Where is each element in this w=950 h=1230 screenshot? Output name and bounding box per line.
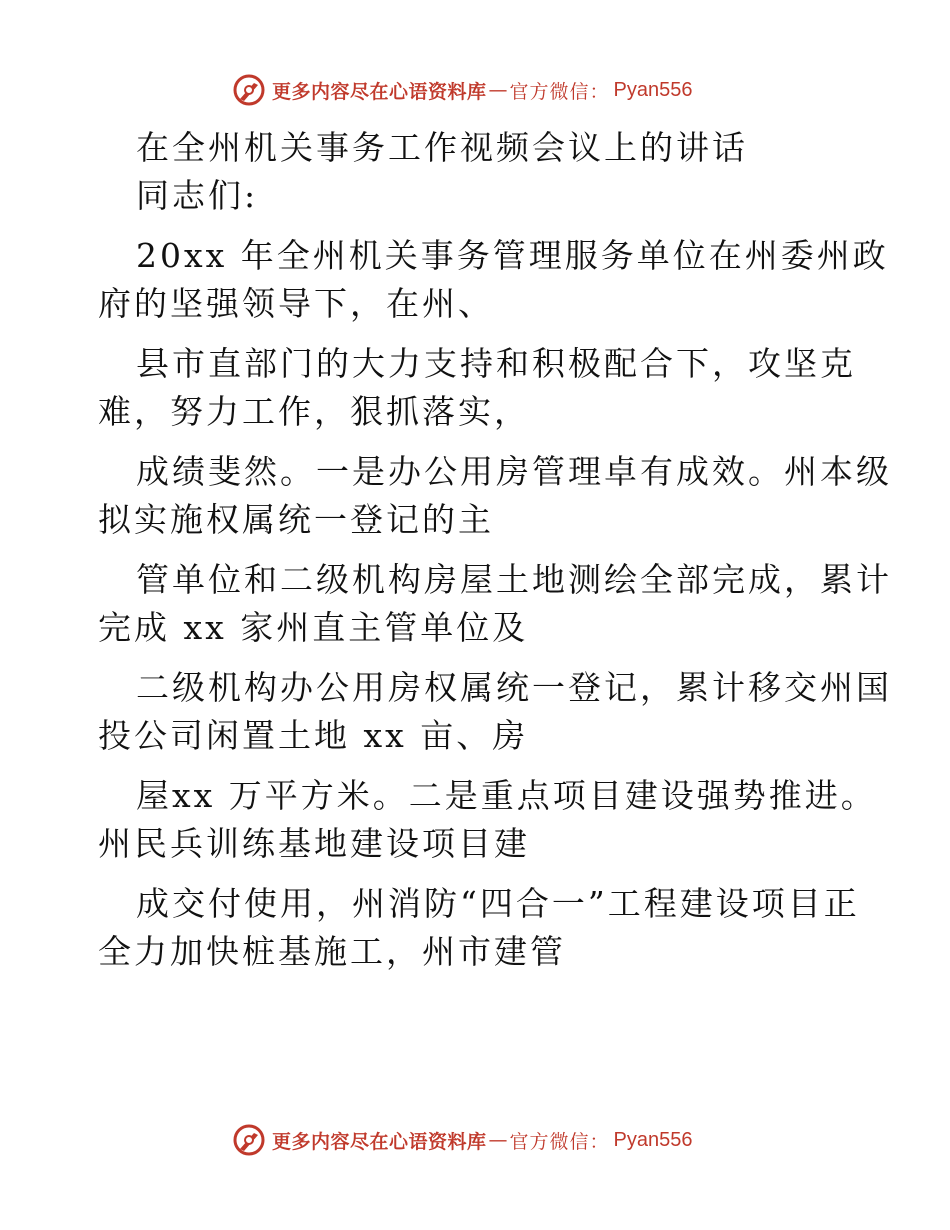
paragraph-line: 州民兵训练基地建设项目建 — [98, 824, 530, 863]
paragraph-line: 管单位和二级机构房屋土地测绘全部完成，累计 — [136, 560, 892, 599]
paragraph-line: 成绩斐然。一是办公用房管理卓有成效。州本级 — [136, 452, 892, 491]
paragraph-line: 拟实施权属统一登记的主 — [98, 500, 494, 539]
paragraph-line: 投公司闲置土地 xx 亩、房 — [98, 716, 529, 755]
watermark-text: 更多内容尽在心语资料库 — [272, 1130, 487, 1153]
paragraph-line: 府的坚强领导下，在州、 — [98, 284, 494, 323]
paragraph-line: 成交付使用，州消防“四合一”工程建设项目正 — [136, 884, 860, 923]
paragraph-line: 难，努力工作，狠抓落实， — [98, 392, 530, 431]
document-title: 在全州机关事务工作视频会议上的讲话 — [136, 128, 748, 167]
quill-logo-icon — [232, 1123, 266, 1157]
paragraph-line: 屋xx 万平方米。二是重点项目建设强势推进。 — [136, 776, 877, 815]
paragraph-line: 县市直部门的大力支持和积极配合下，攻坚克 — [136, 344, 856, 383]
watermark-header — [232, 72, 693, 108]
document-body — [98, 124, 892, 976]
watermark-official: 官方微信： — [509, 1130, 610, 1153]
watermark-wechat-id: Pyan556 — [613, 78, 693, 101]
paragraph-line: 二级机构办公用房权属统一登记，累计移交州国 — [136, 668, 892, 707]
watermark-official: 官方微信： — [509, 80, 610, 103]
paragraph-line: 完成 xx 家州直主管单位及 — [98, 608, 529, 647]
quill-logo-icon — [232, 73, 266, 107]
paragraph-line: 20xx 年全州机关事务管理服务单位在州委州政 — [136, 236, 889, 275]
paragraph-line: 全力加快桩基施工，州市建管 — [98, 932, 566, 971]
watermark-text: 更多内容尽在心语资料库 — [272, 80, 487, 103]
watermark-wechat-id: Pyan556 — [613, 1128, 693, 1151]
salutation: 同志们: — [136, 176, 259, 215]
watermark-footer — [232, 1122, 693, 1158]
watermark-dash: — — [488, 1129, 508, 1151]
watermark-dash: — — [488, 79, 508, 101]
